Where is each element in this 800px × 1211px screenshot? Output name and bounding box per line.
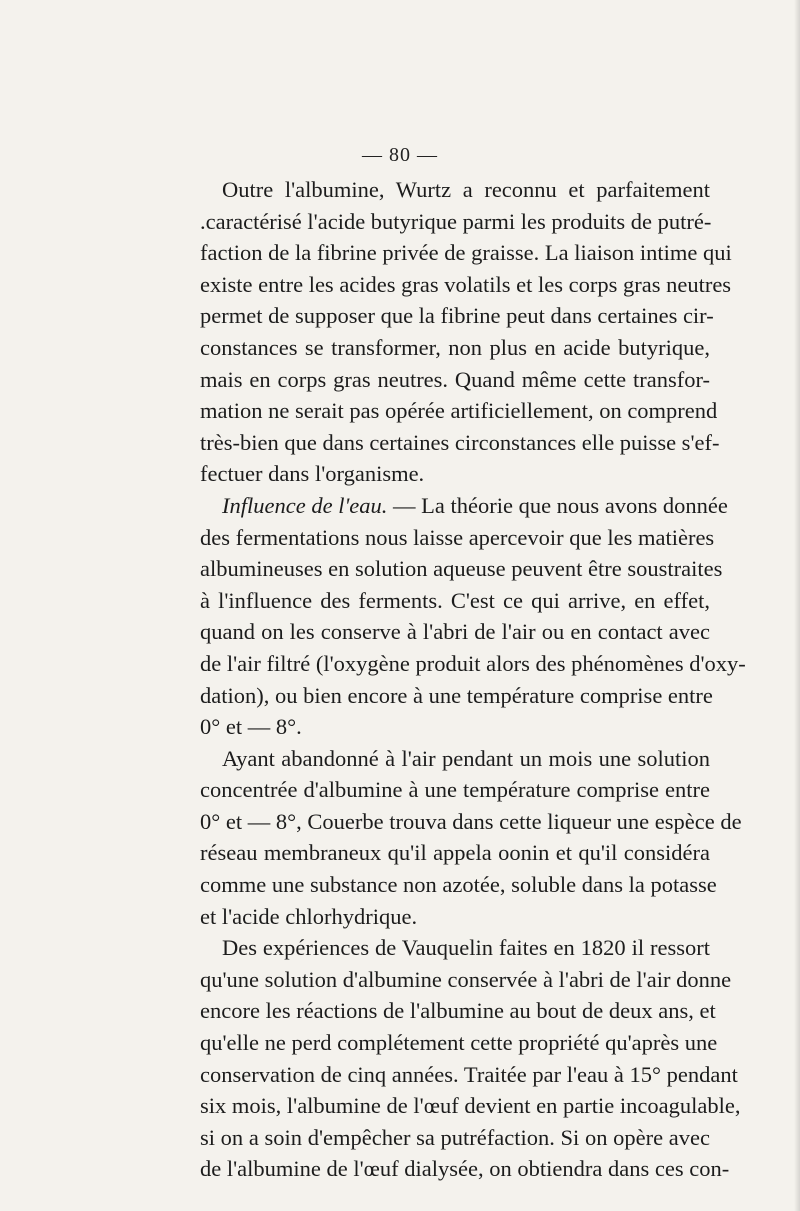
text-line: réseau membraneux qu'il appela oonin et qu'il considéra — [200, 840, 710, 866]
text-line: de l'air filtré (l'oxygène produit alors des phénomènes d'oxy- — [200, 650, 746, 676]
text-line: permet de supposer que la fibrine peut dans certaines cir- — [200, 303, 714, 329]
section-first-line — [200, 490, 728, 522]
text-line: dation), ou bien encore à une température comprise entre — [200, 682, 713, 708]
text-line: Des expériences de Vauquelin faites en 1820 il ressort — [222, 935, 710, 961]
text-line: et l'acide chlorhydrique. — [200, 903, 418, 929]
text-line: encore les réactions de l'albumine au bout de deux ans, et — [200, 998, 716, 1024]
text-line: de l'albumine de l'œuf dialysée, on obtiendra dans ces con- — [200, 1156, 730, 1182]
text-line: à l'influence des ferments. C'est ce qui arrive, en effet, — [200, 587, 710, 613]
text-line: fectuer dans l'organisme. — [200, 461, 425, 487]
page-edge-shadow — [794, 0, 800, 1211]
text-line: .caractérisé l'acide butyrique parmi les produits de putré- — [200, 208, 712, 234]
text-line: concentrée d'albumine à une température comprise entre — [200, 777, 710, 803]
text-line: qu'une solution d'albumine conservée à l'abri de l'air donne — [200, 966, 732, 992]
text-line: 0° et — 8°. — [200, 714, 302, 740]
text-line: 0° et — 8°, Couerbe trouva dans cette liqueur une espèce de — [200, 808, 742, 834]
text-line: qu'elle ne perd complétement cette propriété qu'après une — [200, 1030, 718, 1056]
text-line: des fermentations nous laisse apercevoir que les matières — [200, 524, 715, 550]
text-line: Ayant abandonné à l'air pendant un mois une solution — [222, 745, 710, 771]
text-line: si on a soin d'empêcher sa putréfaction. Si on opère avec — [200, 1124, 710, 1150]
text-line: quand on les conserve à l'abri de l'air ou en contact avec — [200, 619, 710, 645]
body-text — [200, 174, 746, 1185]
text-line: albumineuses en solution aqueuse peuvent être soustraites — [200, 556, 723, 582]
text-line: très-bien que dans certaines circonstances elle puisse s'ef- — [200, 429, 720, 455]
text-line: constances se transformer, non plus en acide butyrique, — [200, 334, 710, 360]
page-number: — 80 — — [362, 144, 438, 166]
text-line: conservation de cinq années. Traitée par l'eau à 15° pendant — [200, 1061, 738, 1087]
section-first-line-text: — La théorie que nous avons donnée — [387, 492, 728, 518]
text-line: existe entre les acides gras volatils et les corps gras neutres — [200, 271, 732, 297]
text-line: comme une substance non azotée, soluble dans la potasse — [200, 872, 717, 898]
text-line: Outre l'albumine, Wurtz a reconnu et parfaitement — [222, 177, 710, 202]
section-heading: Influence de l'eau. — [222, 492, 388, 518]
text-line: mais en corps gras neutres. Quand même cette transfor- — [200, 366, 710, 392]
text-line: faction de la fibrine privée de graisse. La liaison intime qui — [200, 240, 732, 266]
text-line: mation ne serait pas opérée artificiellement, on comprend — [200, 398, 718, 424]
text-line: six mois, l'albumine de l'œuf devient en partie incoagulable, — [200, 1093, 741, 1119]
